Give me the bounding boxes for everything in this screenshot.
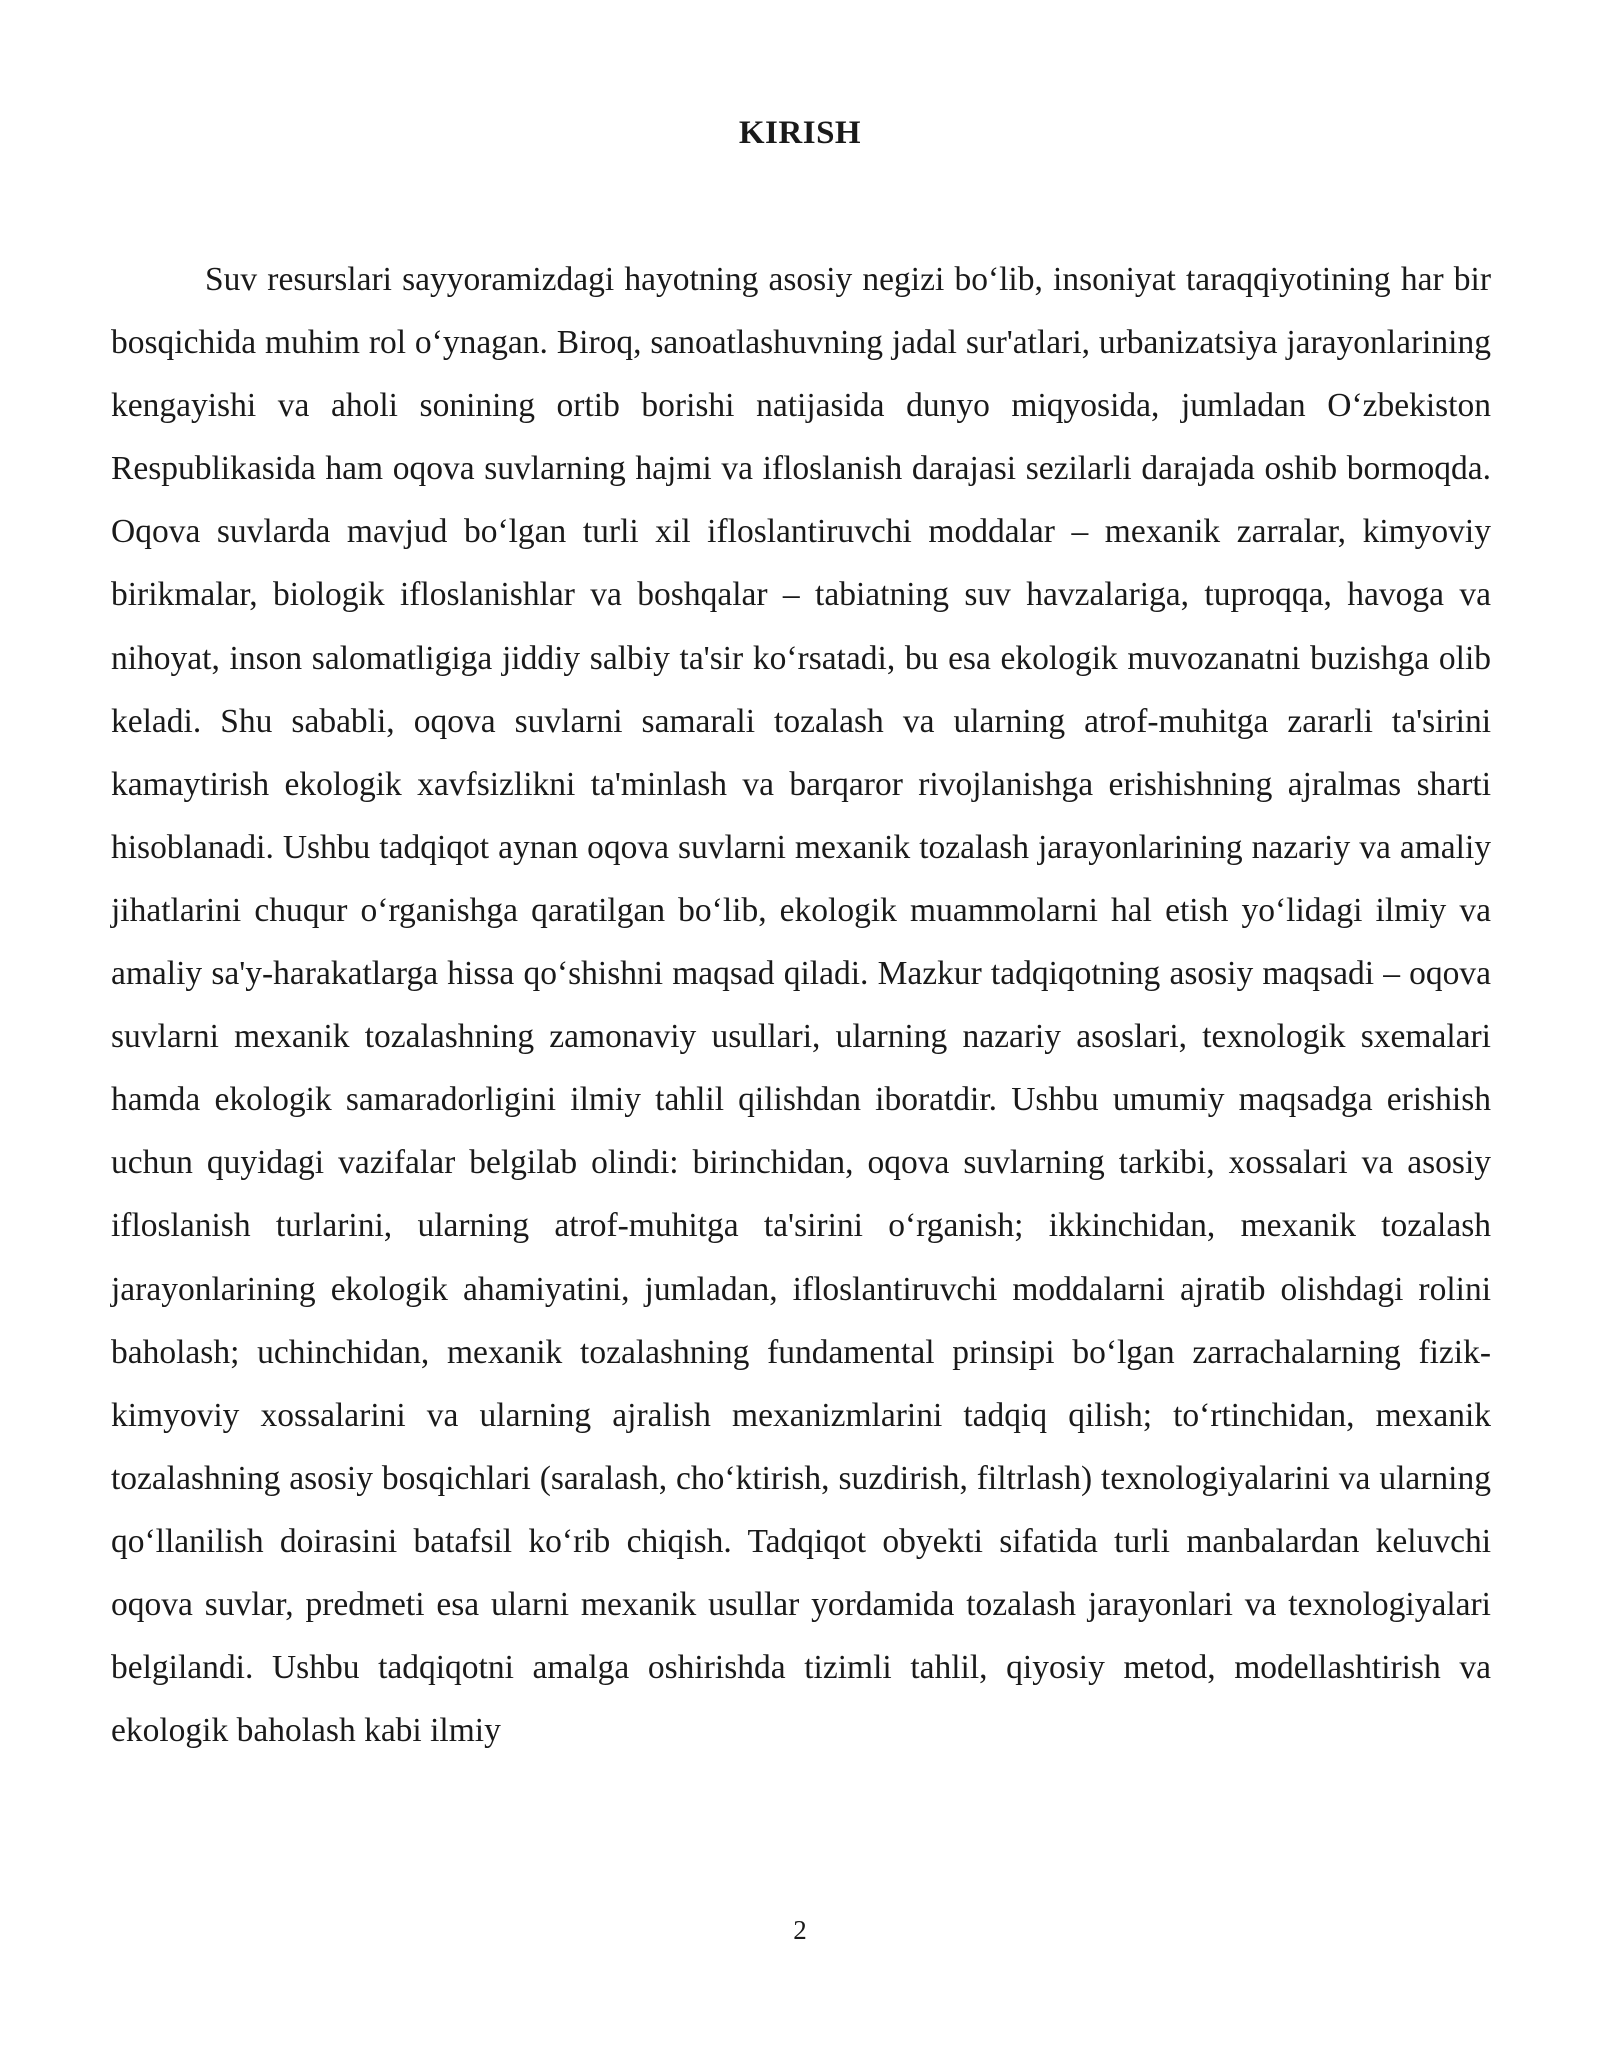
body-paragraph: Suv resurslari sayyoramizdagi hayotning asosiy negizi boʻlib, insoniyat taraqqiyotining har bir bosqichida muhim rol oʻynagan. Biroq, sanoatlashuvning jadal sur'atlari, urbanizatsiya jarayonlarining kengayishi va aholi sonining ortib borishi natijasida dunyo miqyosida, jumladan Oʻzbekiston Respublikasida ham oqova suvlarning hajmi va ifloslanish darajasi sezilarli darajada oshib bormoqda. Oqova suvlarda mavjud boʻlgan turli xil ifloslantiruvchi moddalar – mexanik zarralar, kimyoviy birikmalar, biologik ifloslanishlar va boshqalar – tabiatning suv havzalariga, tuproqqa, havoga va nihoyat, inson salomatligiga jiddiy salbiy ta'sir koʻrsatadi, bu esa ekologik muvozanatni buzishga olib keladi. Shu sababli, oqova suvlarni samarali tozalash va ularning atrof-muhitga zararli ta'sirini kamaytirish ekologik xavfsizlikni ta'minlash va barqaror rivojlanishga erishishning ajralmas sharti hisoblanadi. Ushbu tadqiqot aynan oqova suvlarni mexanik tozalash jarayonlarining nazariy va amaliy jihatlarini chuqur oʻrganishga qaratilgan boʻlib, ekologik muammolarni hal etish yoʻlidagi ilmiy va amaliy sa'y-harakatlarga hissa qoʻshishni maqsad qiladi. Mazkur tadqiqotning asosiy maqsadi – oqova suvlarni mexanik tozalashning zamonaviy usullari, ularning nazariy asoslari, texnologik sxemalari hamda ekologik samaradorligini ilmiy tahlil qilishdan iboratdir. Ushbu umumiy maqsadga erishish uchun quyidagi vazifalar belgilab olindi: birinchidan, oqova suvlarning tarkibi, xossalari va asosiy ifloslanish turlarini, ularning atrof-muhitga ta'sirini oʻrganish; ikkinchidan, mexanik tozalash jarayonlarining ekologik ahamiyatini, jumladan, ifloslantiruvchi moddalarni ajratib olishdagi rolini baholash; uchinchidan, mexanik tozalashning fundamental prinsipi boʻlgan zarrachalarning fizik-kimyoviy xossalarini va ularning ajralish mexanizmlarini tadqiq qilish; toʻrtinchidan, mexanik tozalashning asosiy bosqichlari (saralash, choʻktirish, suzdirish, filtrlash) texnologiyalarini va ularning qoʻllanilish doirasini batafsil koʻrib chiqish. Tadqiqot obyekti sifatida turli manbalardan keluvchi oqova suvlar, predmeti esa ularni mexanik usullar yordamida tozalash jarayonlari va texnologiyalari belgilandi. Ushbu tadqiqotni amalga oshirishda tizimli tahlil, qiyosiy metod, modellashtirish va ekologik baholash kabi ilmiy	[111, 261, 1491, 1750]
page-number: 2	[793, 1915, 807, 1945]
section-title: KIRISH	[738, 115, 862, 151]
